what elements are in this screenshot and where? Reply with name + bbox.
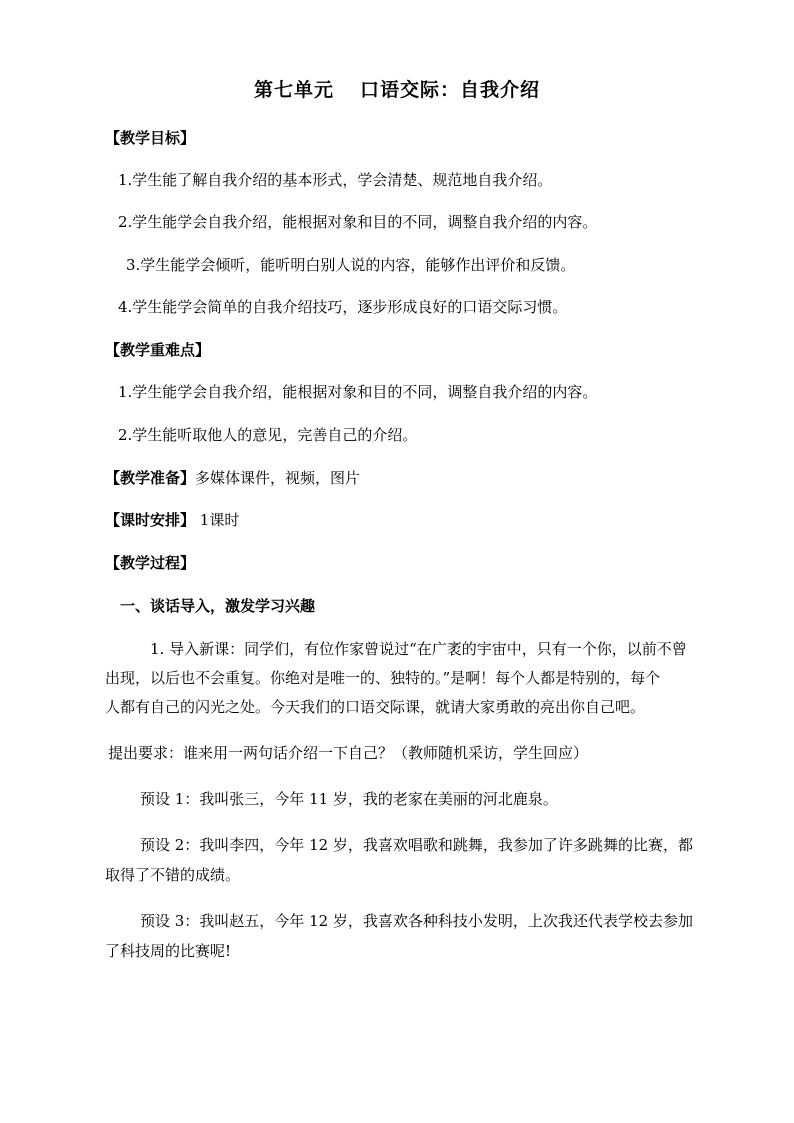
key-points-heading: 【教学重难点】	[105, 341, 211, 359]
preset-3-line-2: 了科技周的比赛呢!	[105, 942, 232, 960]
page-title	[0, 80, 794, 100]
preset-3-line-1: 预设 3：我叫赵五，今年 12 岁，我喜欢各种科技小发明，上次我还代表学校去参加	[140, 912, 693, 930]
prep-heading: 【教学准备】	[105, 469, 196, 487]
goal-item-2: 2.学生能学会自我介绍，能根据对象和目的不同，调整自我介绍的内容。	[118, 213, 598, 231]
section-1-heading: 一、谈话导入，激发学习兴趣	[120, 597, 316, 615]
intro-line-2: 出现，以后也不会重复。你绝对是唯一的、独特的。”是啊！每个人都是特别的，每个	[105, 669, 661, 687]
schedule-line	[105, 510, 239, 530]
goal-item-1: 1.学生能了解自我介绍的基本形式，学会清楚、规范地自我介绍。	[118, 171, 553, 189]
title-topic: 口语交际：自我介绍	[360, 79, 541, 101]
key-point-item-2: 2.学生能听取他人的意见，完善自己的介绍。	[118, 426, 418, 444]
schedule-text: 1课时	[195, 511, 240, 529]
preset-1-line: 预设 1：我叫张三，今年 11 岁，我的老家在美丽的河北鹿泉。	[140, 790, 558, 808]
process-heading: 【教学过程】	[105, 554, 196, 572]
preset-2-line-1: 预设 2：我叫李四，今年 12 岁，我喜欢唱歌和跳舞，我参加了许多跳舞的比赛，都	[140, 836, 693, 854]
goal-item-3: 3.学生能学会倾听，能听明白别人说的内容，能够作出评价和反馈。	[126, 256, 576, 274]
requirement-line: 提出要求：谁来用一两句话介绍一下自己？（教师随机采访，学生回应）	[108, 744, 589, 762]
prep-line	[105, 468, 360, 488]
schedule-heading: 【课时安排】	[105, 511, 196, 529]
preset-2-line-2: 取得了不错的成绩。	[105, 866, 241, 884]
goal-item-4: 4.学生能学会简单的自我介绍技巧，逐步形成良好的口语交际习惯。	[118, 298, 568, 316]
title-unit: 第七单元	[253, 79, 334, 101]
goals-heading: 【教学目标】	[105, 129, 196, 147]
intro-line-1: 1. 导入新课：同学们，有位作家曾说过“在广袤的宇宙中，只有一个你，以前不曾	[150, 640, 687, 658]
prep-text: 多媒体课件，视频，图片	[195, 469, 361, 487]
key-point-item-1: 1.学生能学会自我介绍，能根据对象和目的不同，调整自我介绍的内容。	[118, 383, 598, 401]
intro-line-3: 人都有自己的闪光之处。今天我们的口语交际课，就请大家勇敢的亮出你自己吧。	[105, 698, 646, 716]
